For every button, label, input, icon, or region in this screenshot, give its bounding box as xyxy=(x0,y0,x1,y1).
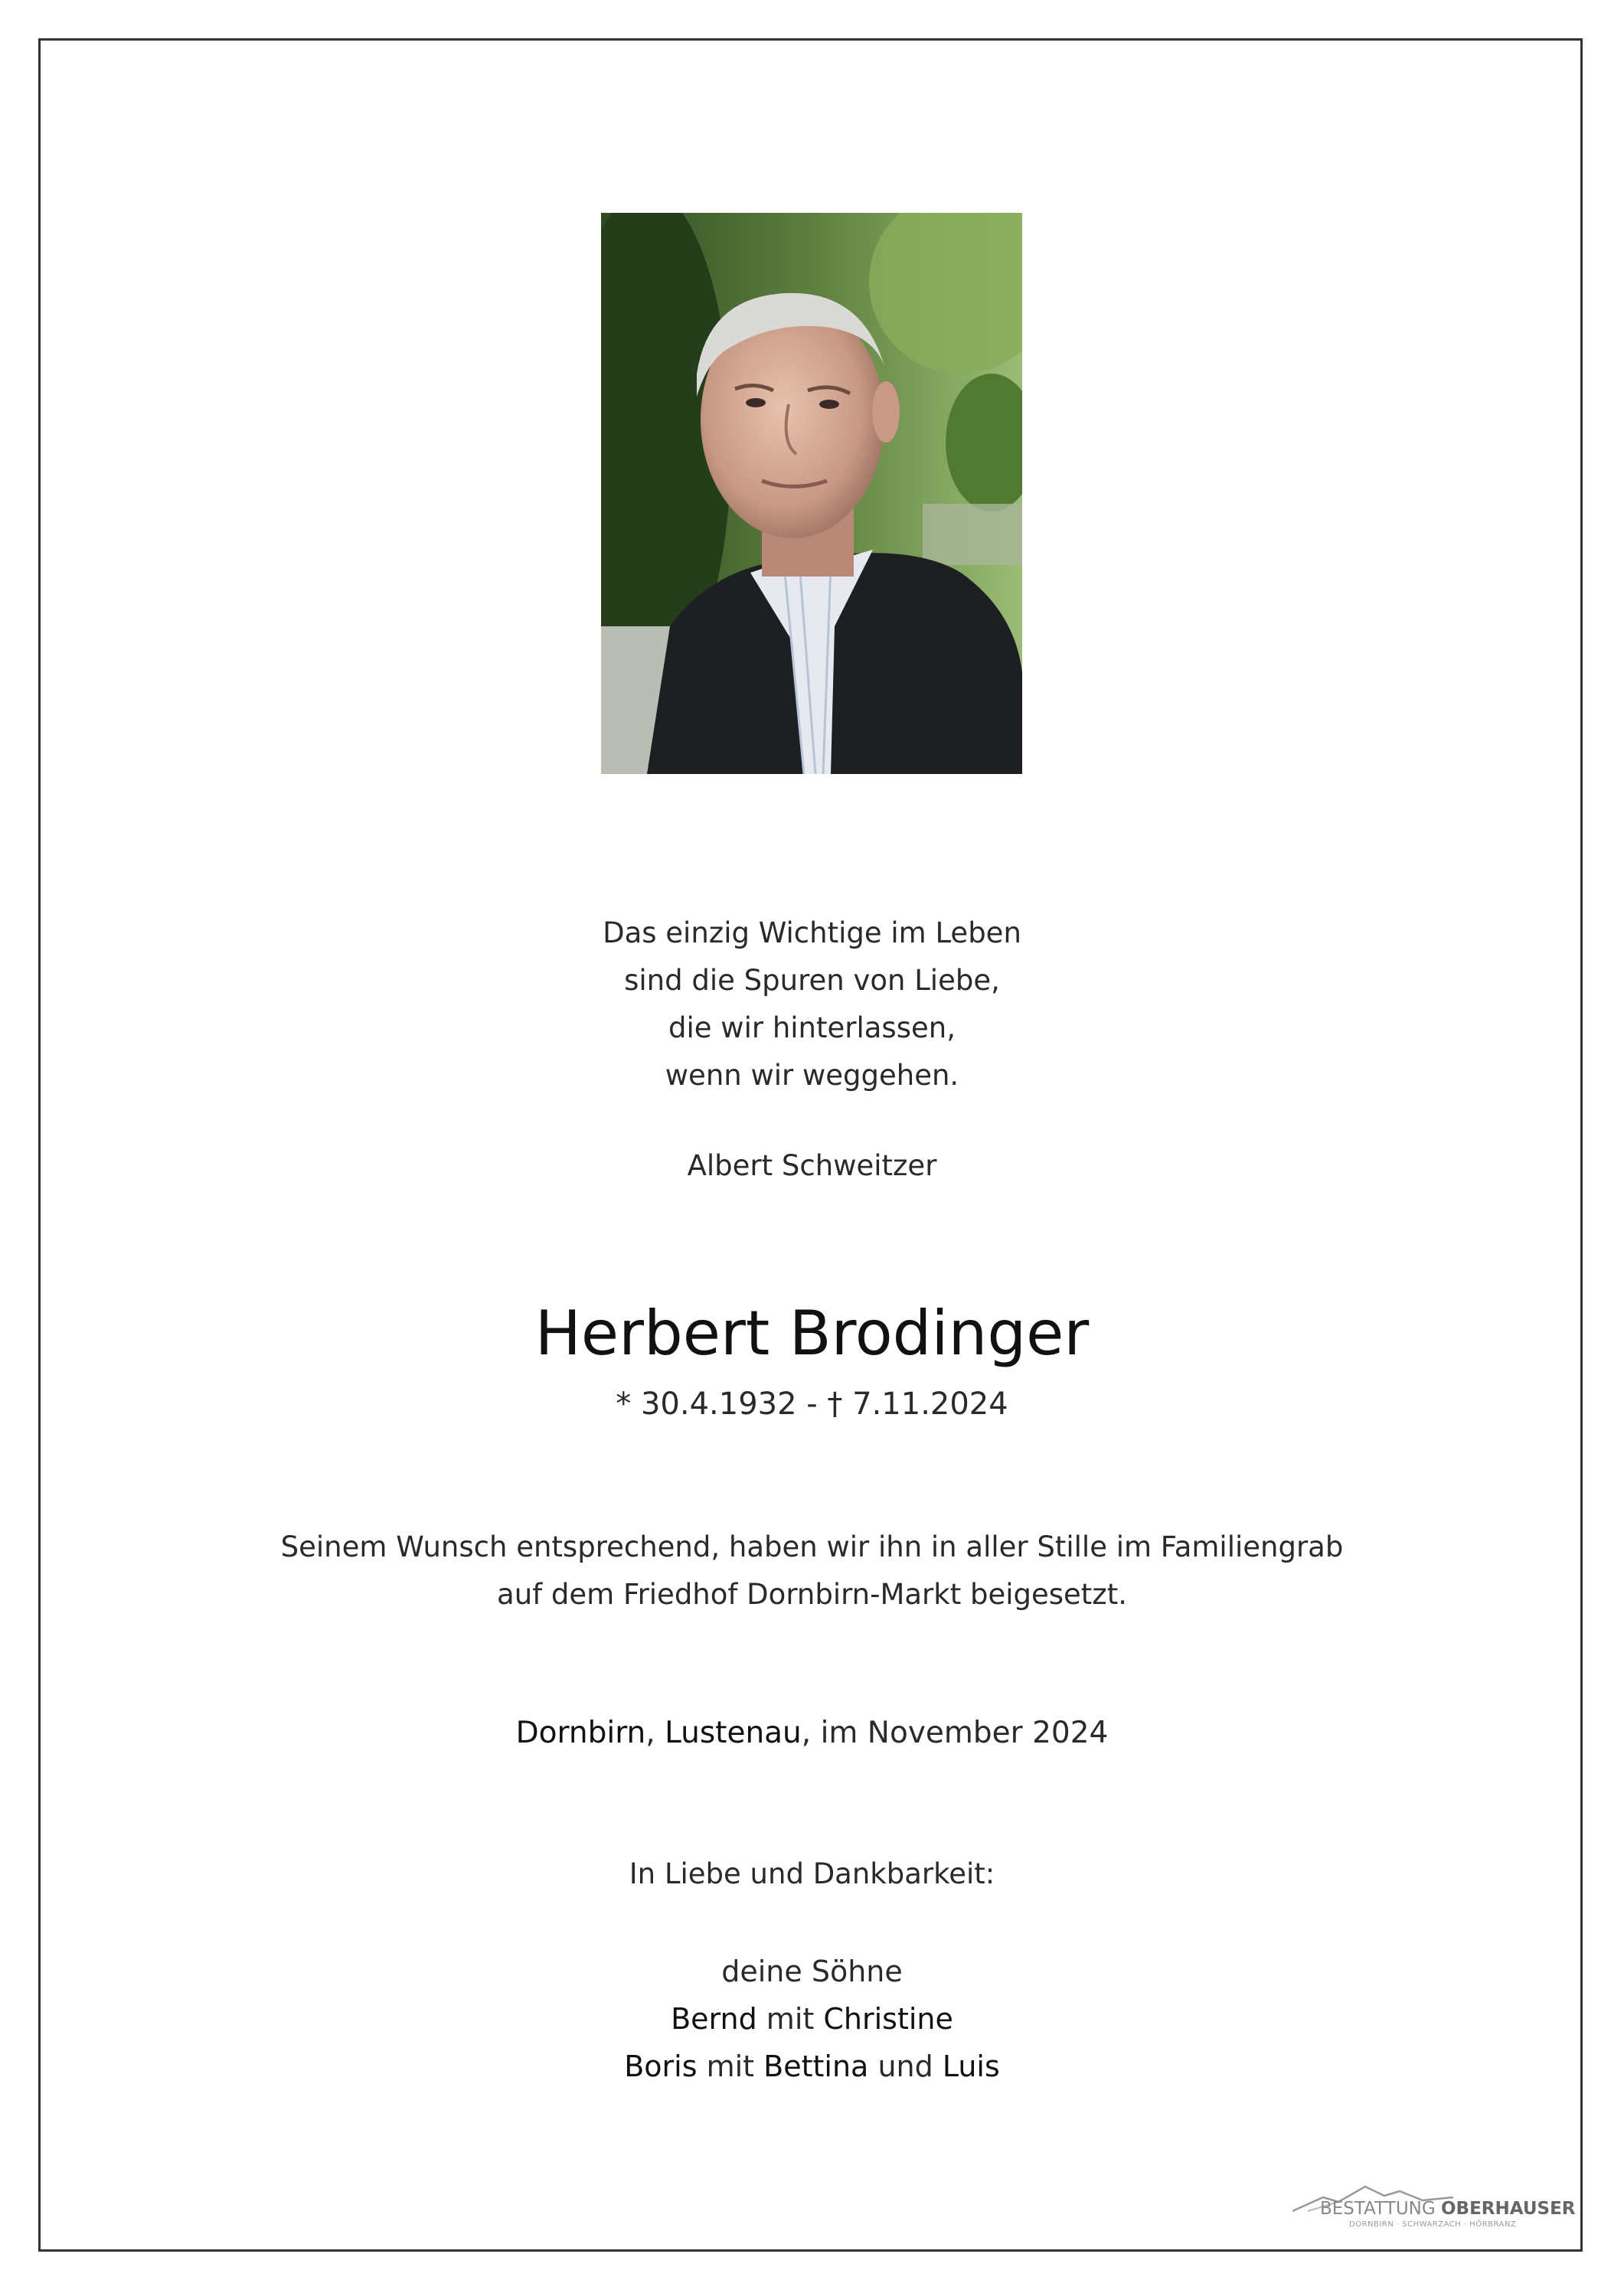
family-intro: deine Söhne xyxy=(721,1955,903,1988)
family-member: Bernd xyxy=(671,2002,757,2036)
logo-prefix: BESTATTUNG xyxy=(1320,2199,1441,2219)
family-line xyxy=(0,1995,1624,2043)
quote-line: sind die Spuren von Liebe, xyxy=(624,964,1000,997)
connector: mit xyxy=(697,2050,764,2083)
family-member: Luis xyxy=(942,2050,1000,2083)
deceased-name: Herbert Brodinger xyxy=(534,1298,1090,1369)
family-member: Boris xyxy=(624,2050,698,2083)
town-name: Lustenau xyxy=(665,1716,802,1750)
logo-text xyxy=(1320,2199,1576,2219)
thanks-line: In Liebe und Dankbarkeit: xyxy=(629,1857,995,1890)
month-year: , im November 2024 xyxy=(801,1716,1109,1750)
quote-line: die wir hinterlassen, xyxy=(668,1011,956,1044)
town-name: Dornbirn xyxy=(515,1716,646,1750)
quote-line: wenn wir weggehen. xyxy=(665,1059,959,1092)
family-line xyxy=(0,2043,1624,2090)
family-list xyxy=(0,1948,1624,2090)
quote-line: Das einzig Wichtige im Leben xyxy=(603,916,1021,949)
logo-locations: DORNBIRN · SCHWARZACH · HÖRBRANZ xyxy=(1349,2220,1517,2229)
memorial-quote xyxy=(0,910,1624,1099)
portrait-photo xyxy=(601,213,1022,774)
notice-line: Seinem Wunsch entsprechend, haben wir ihn in aller Stille im Familiengrab xyxy=(280,1530,1344,1563)
family-member: Bettina xyxy=(763,2050,869,2083)
life-dates: * 30.4.1932 - † 7.11.2024 xyxy=(616,1387,1008,1422)
logo-brand: OBERHAUSER xyxy=(1441,2199,1576,2219)
place-and-date xyxy=(0,1712,1624,1755)
family-member: Christine xyxy=(823,2002,953,2036)
notice-line: auf dem Friedhof Dornbirn-Markt beigesetzt. xyxy=(497,1578,1127,1611)
quote-author: Albert Schweitzer xyxy=(687,1149,937,1182)
burial-notice xyxy=(0,1524,1624,1618)
connector: und xyxy=(868,2050,943,2083)
separator: , xyxy=(645,1716,665,1750)
funeral-home-logo xyxy=(1292,2182,1576,2236)
connector: mit xyxy=(756,2002,824,2036)
